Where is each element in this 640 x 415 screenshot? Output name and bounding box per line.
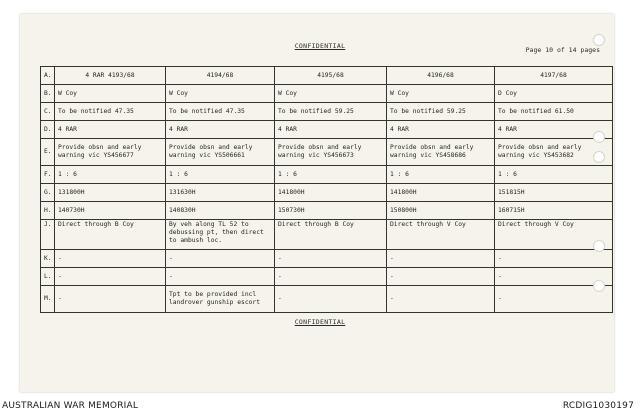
table-cell: To be notified 59.25 [275, 103, 387, 121]
table-cell: Tpt to be provided incl landrover gunship escort [166, 286, 275, 313]
table-cell: To be notified 47.35 [166, 103, 275, 121]
punch-hole [593, 151, 605, 163]
archive-credit: AUSTRALIAN WAR MEMORIAL [2, 401, 139, 411]
table-cell: Provide obsn and early warning vic YS456677 [55, 139, 166, 166]
row-label: A. [41, 67, 55, 85]
table-cell: Provide obsn and early warning vic YS506661 [166, 139, 275, 166]
page-number: Page 10 of 14 pages [525, 46, 600, 54]
table-cell: 4 RAR [387, 121, 495, 139]
punch-hole [593, 131, 605, 143]
table-cell: Direct through B Coy [275, 220, 387, 250]
table-cell: 160715H [495, 202, 613, 220]
table-row [41, 121, 613, 139]
table-cell: Direct through B Coy [55, 220, 166, 250]
table-row [41, 202, 613, 220]
table-cell: 140730H [55, 202, 166, 220]
row-label: K. [41, 250, 55, 268]
table-cell: 150730H [275, 202, 387, 220]
table-row [41, 103, 613, 121]
table-cell: 141800H [275, 184, 387, 202]
table-cell: 1 : 6 [55, 166, 166, 184]
table-cell: W Coy [166, 85, 275, 103]
table-cell: - [387, 250, 495, 268]
table-row [41, 250, 613, 268]
punch-hole [593, 34, 605, 46]
table-cell: To be notified 47.35 [55, 103, 166, 121]
table-row [41, 286, 613, 313]
row-label: E. [41, 139, 55, 166]
table-row [41, 268, 613, 286]
table-row [41, 220, 613, 250]
row-label: J. [41, 220, 55, 250]
table-cell: - [55, 286, 166, 313]
table-cell: - [495, 286, 613, 313]
row-label: M. [41, 286, 55, 313]
table-cell: - [275, 250, 387, 268]
row-label: C. [41, 103, 55, 121]
table-cell: Direct through V Coy [495, 220, 613, 250]
table-cell: 140830H [166, 202, 275, 220]
table-row [41, 184, 613, 202]
table-cell: - [55, 268, 166, 286]
table-header-row [41, 67, 613, 85]
table-cell: - [166, 250, 275, 268]
table-cell: - [495, 250, 613, 268]
table-cell: - [55, 250, 166, 268]
column-header: 4196/68 [387, 67, 495, 85]
table-cell: By veh along TL 52 to debussing pt, then direct to ambush loc. [166, 220, 275, 250]
footer-confidential-label: CONFIDENTIAL [294, 318, 346, 326]
table-cell: Provide obsn and early warning vic YS458686 [387, 139, 495, 166]
table-cell: - [275, 268, 387, 286]
table-cell: 131630H [166, 184, 275, 202]
column-header: 4 RAR 4193/68 [55, 67, 166, 85]
row-label: L. [41, 268, 55, 286]
row-label: B. [41, 85, 55, 103]
table-row [41, 85, 613, 103]
header-confidential-label: CONFIDENTIAL [294, 42, 346, 50]
table-cell: Direct through V Coy [387, 220, 495, 250]
table-cell: - [166, 268, 275, 286]
table-cell: 1 : 6 [387, 166, 495, 184]
table-cell: W Coy [387, 85, 495, 103]
row-label: D. [41, 121, 55, 139]
table-cell: 1 : 6 [495, 166, 613, 184]
table-cell: 1 : 6 [166, 166, 275, 184]
table-cell: 4 RAR [55, 121, 166, 139]
table-cell: - [387, 268, 495, 286]
table-cell: W Coy [55, 85, 166, 103]
table-cell: 4 RAR [275, 121, 387, 139]
column-header: 4197/68 [495, 67, 613, 85]
column-header: 4195/68 [275, 67, 387, 85]
table-row [41, 166, 613, 184]
table-cell: 151815H [495, 184, 613, 202]
table-cell: To be notified 59.25 [387, 103, 495, 121]
table-cell: - [275, 286, 387, 313]
table-cell: To be notified 61.50 [495, 103, 613, 121]
table-cell: 131800H [55, 184, 166, 202]
table-cell: 150800H [387, 202, 495, 220]
table-cell: Provide obsn and early warning vic YS453682 [495, 139, 613, 166]
table-cell: - [387, 286, 495, 313]
table-cell: 1 : 6 [275, 166, 387, 184]
table-cell: 141800H [387, 184, 495, 202]
table-cell: W Coy [275, 85, 387, 103]
table-cell: 4 RAR [495, 121, 613, 139]
row-label: G. [41, 184, 55, 202]
table-cell: - [495, 268, 613, 286]
table-cell: D Coy [495, 85, 613, 103]
table-cell: 4 RAR [166, 121, 275, 139]
column-header: 4194/68 [166, 67, 275, 85]
operations-table [40, 66, 613, 313]
table-cell: Provide obsn and early warning vic YS456673 [275, 139, 387, 166]
table-row [41, 139, 613, 166]
row-label: F. [41, 166, 55, 184]
punch-hole [593, 240, 605, 252]
row-label: H. [41, 202, 55, 220]
punch-hole [593, 280, 605, 292]
archive-id: RCDIG1030197 [562, 401, 634, 411]
